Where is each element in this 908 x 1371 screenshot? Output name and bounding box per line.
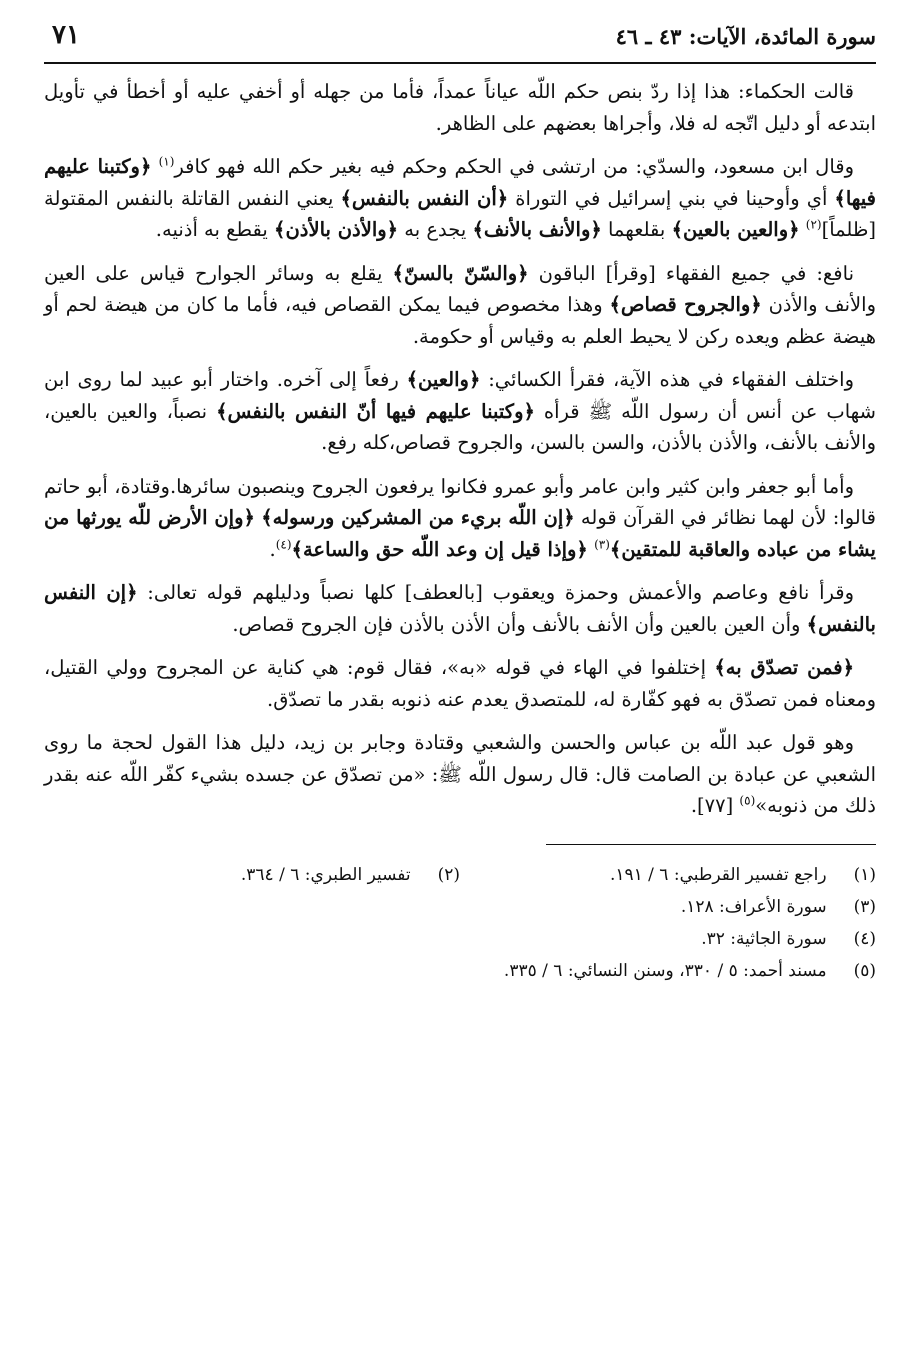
text-run: [٧٧]. bbox=[690, 794, 740, 817]
text-run: قالت الحكماء: هذا إذا ردّ بنص حكم اللّه عياناً عمداً، فأما من جهله أو أخفي عليه أو أخطأ في تأويل ابتدعه أو دليل اتّجه له فلا، وأجراها بعضهم على الظاهر. bbox=[44, 80, 876, 135]
paragraph bbox=[44, 258, 876, 353]
paragraph bbox=[44, 471, 876, 566]
footnote-text: راجع تفسير القرطبي: ٦ / ١٩١. bbox=[609, 864, 827, 885]
paragraph bbox=[44, 364, 876, 459]
paragraph bbox=[44, 652, 876, 715]
footnote-marker: (٢) bbox=[805, 217, 822, 232]
page-number: ٧١ bbox=[52, 20, 80, 50]
footnote-number: (٣) bbox=[853, 896, 876, 917]
footnote-marker: (٤) bbox=[275, 537, 292, 551]
footnote bbox=[44, 955, 876, 987]
text-run: وأن العين بالعين وأن الأنف بالأنف وأن الأذن بالأذن فإن الجروح قصاص. bbox=[232, 612, 807, 636]
paragraph bbox=[44, 76, 876, 139]
footnote-number: (٥) bbox=[853, 960, 876, 981]
footnote bbox=[44, 923, 876, 955]
quran-quote: ﴿إن النفس بالنفس﴾ bbox=[44, 581, 876, 636]
footnote-number: (١) bbox=[853, 864, 876, 885]
footnote-divider bbox=[546, 844, 876, 845]
text-run: بقلعهما bbox=[601, 218, 672, 241]
footnote-number: (٢) bbox=[437, 864, 460, 885]
quran-quote: ﴿والأذن بالأذن﴾ bbox=[274, 218, 399, 241]
text-run: واختلف الفقهاء في هذه الآية، فقرأ الكسائي: bbox=[480, 368, 855, 391]
running-title: سورة المائدة، الآيات: ٤٣ ـ ٤٦ bbox=[615, 24, 876, 49]
quran-quote: ﴿والعين﴾ bbox=[406, 368, 481, 391]
text-run: نصباً، والعين بالعين، والأنف بالأنف، والأذن بالأذن، والسن بالسن، والجروح قصاص،كله رفع. bbox=[44, 399, 876, 454]
quran-quote: ﴿والسّنّ بالسنّ﴾ bbox=[392, 261, 529, 285]
text-run: إختلفوا في الهاء في قوله «به»، فقال قوم: هي كناية عن المجروح وولي القتيل، ومعناه فمن تصدّق به فهو كفّارة له، للمتصدق يعدم عنه ذنوبه بقدر ما تصدّق. bbox=[44, 656, 876, 711]
text-run: وأما أبو جعفر وابن كثير وابن عامر وأبو عمرو فكانوا يرفعون الجروح وينصبون سائرها.وقتادة، أبو حاتم قالوا: لأن لهما نظائر في القرآن قوله bbox=[44, 474, 876, 529]
quran-quote: ﴿فمن تصدّق به﴾ bbox=[714, 656, 854, 679]
text-run: وهذا مخصوص فيما يمكن القصاص فيه، فأما ما كان من هيضة لحم أو هيضة عظم ويعده ركن لا يحيط العلم به وقياس أو حكومة. bbox=[44, 293, 876, 348]
footnote-row bbox=[44, 859, 876, 891]
footnote-text: سورة الأعراف: ١٢٨. bbox=[680, 896, 827, 917]
text-run: يعني النفس القاتلة بالنفس المقتولة [ظلماً] bbox=[44, 186, 876, 241]
footnote bbox=[460, 859, 876, 891]
footnote-text: مسند أحمد: ٥ / ٣٣٠، وسنن النسائي: ٦ / ٣٣٥. bbox=[503, 960, 827, 981]
quran-quote: ﴿وإذا قيل إن وعد اللّه حق والساعة﴾ bbox=[291, 537, 588, 561]
text-run: وقال ابن مسعود، والسدّي: من ارتشى في الحكم وحكم فيه بغير حكم الله فهو كافر bbox=[174, 155, 855, 178]
footnotes bbox=[44, 859, 876, 987]
quran-quote: ﴿أن النفس بالنفس﴾ bbox=[340, 186, 509, 210]
footnote bbox=[44, 859, 460, 891]
text-run: وهو قول عبد اللّه بن عباس والحسن والشعبي وقتادة وجابر بن زيد، دليل هذا القول لحجة ما روى الشعبي عن عبادة بن الصامت قال: قال رسول اللّه ﷺ: «من تصدّق عن جسده بشيء كفّر اللّه عنه بقدر ذلك من ذنوبه» bbox=[44, 731, 876, 817]
quran-quote: ﴿إن اللّه بريء من المشركين ورسوله﴾ bbox=[261, 506, 575, 529]
text-run bbox=[151, 155, 158, 178]
text-run: يجدع به bbox=[398, 218, 473, 241]
text-run: أي وأوحينا في بني إسرائيل في التوراة bbox=[508, 186, 835, 210]
quran-quote: ﴿وكتبنا عليهم فيها أنّ النفس بالنفس﴾ bbox=[216, 399, 535, 423]
text-run: . bbox=[269, 537, 276, 561]
footnote-marker: (٥) bbox=[739, 793, 756, 808]
text-run: يقلع به وسائر الجوارح قياس على العين والأنف والأذن bbox=[44, 261, 876, 316]
quran-quote: ﴿والأنف بالأنف﴾ bbox=[472, 218, 602, 241]
text-run: يقطع به أذنيه. bbox=[155, 218, 275, 241]
quran-quote: ﴿والعين بالعين﴾ bbox=[671, 218, 800, 241]
text-run: رفعاً إلى آخره. واختار أبو عبيد لما روى ابن شهاب عن أنس أن رسول اللّه ﷺ قرأه bbox=[44, 368, 876, 423]
quran-quote: ﴿والجروح قصاص﴾ bbox=[609, 293, 762, 316]
paragraph bbox=[44, 577, 876, 640]
page-header bbox=[44, 18, 876, 64]
quran-quote: ﴿وكتبنا عليهم فيها﴾ bbox=[44, 155, 876, 210]
quran-quote: ﴿وإن الأرض للّه يورثها من يشاء من عباده والعاقبة للمتقين﴾ bbox=[44, 506, 876, 561]
footnote-text: تفسير الطبري: ٦ / ٣٦٤. bbox=[240, 864, 411, 885]
footnote-text: سورة الجاثية: ٣٢. bbox=[701, 928, 827, 949]
footnote-number: (٤) bbox=[853, 928, 876, 949]
text-run: نافع: في جميع الفقهاء [وقرأ] الباقون bbox=[528, 261, 854, 285]
footnote bbox=[44, 891, 876, 923]
text-run: وقرأ نافع وعاصم والأعمش وحمزة ويعقوب [بالعطف] كلها نصباً ودليلهم قوله تعالى: bbox=[137, 581, 855, 604]
paragraph bbox=[44, 151, 876, 246]
paragraph bbox=[44, 727, 876, 822]
footnote-marker: (٣) bbox=[594, 537, 610, 551]
main-text bbox=[44, 76, 876, 822]
book-page bbox=[44, 18, 876, 987]
footnote-marker: (١) bbox=[158, 154, 175, 169]
